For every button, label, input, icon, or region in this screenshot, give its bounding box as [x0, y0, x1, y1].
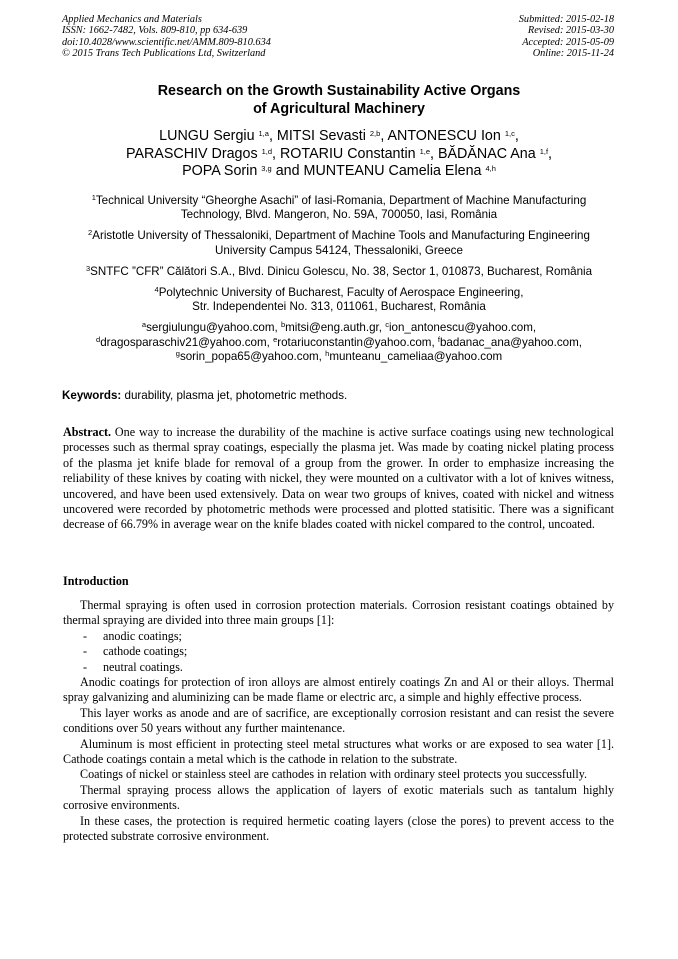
email-address[interactable]: sergiulungu@yahoo.com, [146, 321, 281, 335]
author-separator: , [268, 128, 277, 144]
author-sup: 1,f [539, 146, 549, 156]
email-line [58, 321, 620, 335]
paragraph: Thermal spraying is often used in corrosion protection materials. Corrosion resistant coatings obtained by thermal spraying are divided into three main groups [1]: [63, 598, 614, 628]
title-line: Research on the Growth Sustainability Active Organs [157, 83, 521, 99]
author-line [50, 146, 628, 164]
online-date: Online: 2015-11-24 [532, 47, 614, 59]
author-line [50, 128, 628, 146]
list-item: - neutral coatings. [103, 660, 614, 675]
author-separator: and [271, 163, 304, 179]
abstract-text: One way to increase the durability of the machine is active surface coatings using new technological processes such as thermal spray coatings, especially the plasma jet. Was made by coating nickel plating process of the plasma jet knife blade for removal of a group from the grower. In order to emphasize increasing the reliability of these knives by coating with nickel, they were mounted on a cultivator with a lot of knives witness, uncovered, and have been used extensively. Data on wear two groups of knives, coated with nickel and witness uncovered were recorded by photometric methods were processed and plotted statisitic. There was a significant decrease of 66.79% in average wear on the knife blades coated with nickel compared to the control, uncoated. [63, 425, 614, 532]
author-name: POPA Sorin [182, 163, 258, 179]
coating-groups-list [63, 629, 614, 675]
author-name: LUNGU Sergiu [159, 128, 255, 144]
revised-date: Revised: 2015-03-30 [527, 25, 614, 37]
author-sup: 1,e [419, 146, 430, 156]
author-sup: 1,a [258, 129, 269, 138]
affiliation-line: Polytechnic University of Bucharest, Faculty of Aerospace Engineering, [158, 286, 524, 300]
journal-name: Applied Mechanics and Materials [62, 14, 202, 25]
author-separator: , [548, 145, 553, 162]
author-sup: 3,g [261, 164, 272, 173]
author-separator: , [430, 145, 438, 162]
email-address[interactable]: munteanu_cameliaa@yahoo.com [329, 349, 503, 363]
affiliation [58, 194, 620, 222]
affiliation-sup: 3 [85, 263, 91, 273]
email-line [58, 336, 620, 350]
dates-header [519, 14, 614, 59]
submitted-date: Submitted: 2015-02-18 [518, 14, 614, 25]
affiliation-sup: 4 [154, 285, 159, 295]
keywords-label: Keywords: [62, 389, 122, 402]
email-sup: d [96, 334, 101, 344]
author-name: MITSI Sevasti [276, 128, 366, 144]
email-line [58, 350, 620, 364]
author-sup: 1,c [504, 129, 515, 138]
email-address[interactable]: ion_antonescu@yahoo.com, [388, 321, 537, 335]
affiliation-sup: 1 [91, 193, 96, 202]
email-address[interactable]: sorin_popa65@yahoo.com, [179, 349, 326, 363]
email-sup: h [325, 348, 330, 358]
paragraph: Anodic coatings for protection of iron alloys are almost entirely coatings Zn and Al or their alloys. Thermal spray galvanizing and aluminizing can be made flame or electric arc, a simple and highly effective process. [63, 675, 614, 705]
issn-line: ISSN: 1662-7482, Vols. 809-810, pp 634-639 [62, 25, 248, 37]
author-sup: 4,h [485, 164, 496, 173]
affiliation-line: Str. Independentei No. 313, 011061, Bucharest, România [192, 300, 486, 314]
author-name: PARASCHIV Dragos [125, 145, 258, 162]
affiliations [58, 194, 620, 364]
author-separator: , [514, 128, 519, 144]
author-separator: , [380, 128, 388, 144]
email-address[interactable]: badanac_ana@yahoo.com, [439, 335, 582, 349]
keywords [62, 389, 616, 402]
author-line [50, 163, 628, 181]
journal-header [62, 14, 271, 59]
affiliation-line: Aristotle University of Thessaloniki, Department of Machine Tools and Manufacturing Engineering [92, 229, 590, 243]
email-sup: b [280, 320, 286, 330]
accepted-date: Accepted: 2015-05-09 [522, 36, 614, 48]
author-name: ROTARIU Constantin [279, 145, 416, 162]
doi-line: doi:10.4028/www.scientific.net/AMM.809-810.634 [62, 36, 271, 48]
affiliation [58, 229, 620, 257]
paragraph: Thermal spraying process allows the application of layers of exotic materials such as tantalum highly corrosive environments. [63, 782, 614, 813]
list-item: - cathode coatings; [103, 644, 614, 659]
email-sup: f [437, 334, 440, 344]
abstract [63, 425, 614, 533]
affiliation [58, 265, 620, 279]
paper-title [60, 82, 618, 118]
paragraph: Aluminum is most efficient in protecting steel metal structures what works or are exposed to sea water [1]. Cathode coatings contain a metal which is the cathode in relation to the substrate. [63, 736, 614, 767]
title-line: of Agricultural Machinery [253, 101, 425, 117]
author-sup: 2,b [369, 129, 381, 138]
paragraph: Coatings of nickel or stainless steel are cathodes in relation with ordinary steel protects you successfully. [80, 767, 588, 782]
email-sup: c [385, 320, 389, 330]
affiliation-line: SNTFC ”CFR” Călători S.A., Blvd. Dinicu Golescu, No. 38, Sector 1, 010873, Bucharest, România [90, 264, 593, 278]
list-item: - anodic coatings; [103, 629, 614, 644]
author-name: BĂDĂNAC Ana [437, 145, 536, 162]
email-list [58, 321, 620, 364]
email-address[interactable]: dragosparaschiv21@yahoo.com, [100, 335, 274, 349]
email-address[interactable]: mitsi@eng.auth.gr, [285, 321, 386, 335]
email-sup: g [175, 348, 180, 358]
paragraph: In these cases, the protection is required hermetic coating layers (close the pores) to prevent access to the protected substrate corrosive environment. [63, 813, 614, 844]
copyright-line: © 2015 Trans Tech Publications Ltd, Switzerland [62, 47, 266, 59]
abstract-label: Abstract. [63, 425, 112, 439]
email-sup: e [273, 334, 278, 344]
affiliation-line: University Campus 54124, Thessaloniki, Greece [215, 243, 463, 257]
author-name: MUNTEANU Camelia Elena [303, 163, 482, 179]
affiliation-line: Technical University “Gheorghe Asachi” of Iasi-Romania, Department of Machine Manufacturing [95, 194, 587, 207]
author-separator: , [272, 145, 280, 162]
affiliation-sup: 2 [88, 228, 93, 238]
paragraph: This layer works as anode and are of sacrifice, are exceptionally corrosion resistant and can resist the severe conditions over 50 years without any further maintenance. [63, 705, 614, 736]
author-list [50, 128, 628, 181]
affiliation-line: Technology, Blvd. Mangeron, No. 59A, 700050, Iasi, România [180, 208, 498, 222]
section-heading: Introduction [63, 574, 129, 588]
author-name: ANTONESCU Ion [387, 128, 501, 144]
author-sup: 1,d [261, 146, 273, 156]
email-address[interactable]: rotariuconstantin@yahoo.com, [277, 335, 438, 349]
email-sup: a [141, 320, 147, 330]
affiliation [58, 286, 620, 314]
keywords-text: durability, plasma jet, photometric methods. [121, 389, 348, 402]
introduction-body [63, 598, 614, 845]
